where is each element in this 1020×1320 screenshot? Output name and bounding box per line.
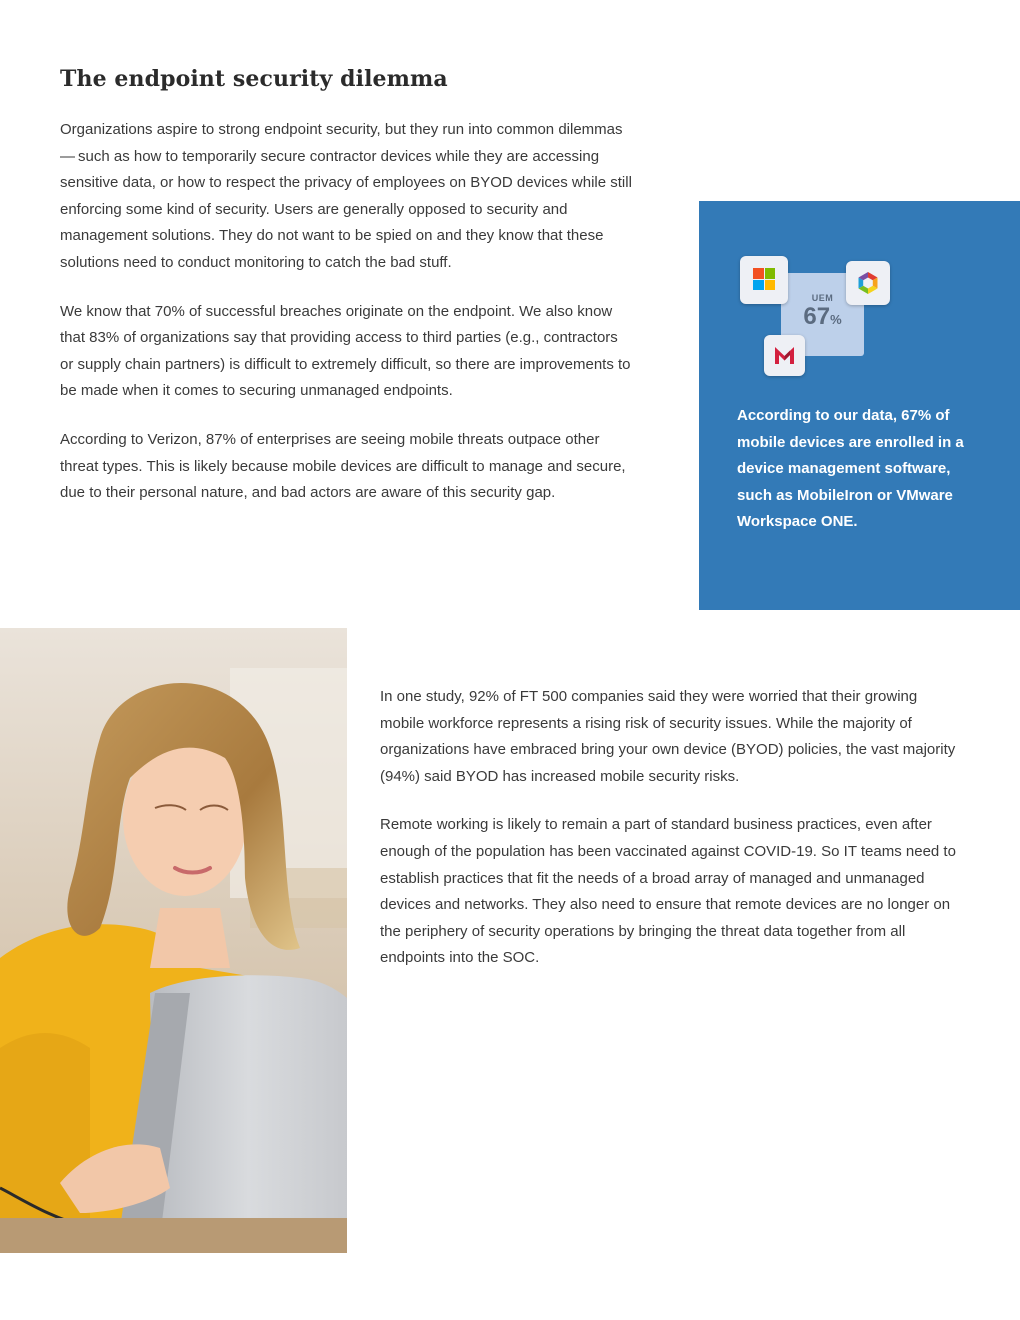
uem-label: UEM bbox=[811, 293, 834, 303]
uem-value: 67 bbox=[803, 303, 831, 330]
body-paragraph: Remote working is likely to remain a part of standard business practices, even after enough of the population has been vaccinated against COVID-19. So IT teams need to establish practices that fit the needs of a broad array of managed and unmanaged devices and networks. They also need to ensure that remote devices are no longer on the periphery of security operations by bringing the threat data together from all endpoints into the SOC. bbox=[380, 816, 956, 967]
body-paragraph: In one study, 92% of FT 500 companies said they were worried that their growing mobile workforce represents a rising risk of security issues. While the majority of organizations have embraced bring your own device (BYOD) policies, the vast majority (94%) said BYOD has increased mobile security risks. bbox=[380, 688, 956, 785]
uem-percentage bbox=[781, 303, 864, 331]
workspace-one-logo-icon bbox=[846, 261, 890, 305]
right-column bbox=[380, 684, 960, 994]
stat-callout-text: According to our data, 67% of mobile devices are enrolled in a device management software, such as MobileIron or VMware Workspace ONE. bbox=[737, 407, 964, 531]
page-title: The endpoint security dilemma bbox=[60, 66, 448, 92]
left-column bbox=[60, 117, 635, 529]
mobileiron-logo-icon bbox=[764, 335, 805, 376]
woman-using-laptop-photo bbox=[0, 628, 347, 1253]
body-paragraph: According to Verizon, 87% of enterprises are seeing mobile threats outpace other threat types. This is likely because mobile devices are difficult to manage and secure, due to their personal nature, and bad actors are aware of this security gap. bbox=[60, 430, 626, 502]
body-paragraph: Organizations aspire to strong endpoint security, but they run into common dilemmas — such as how to temporarily secure contractor devices while they are accessing sensitive data, or how to respect the privacy of employees on BYOD devices while still enforcing some kind of security. Users are generally opposed to security and management solutions. They do not want to be spied on and they know that these solutions need to conduct monitoring to catch the bad stuff. bbox=[60, 121, 632, 271]
uem-unit: % bbox=[830, 312, 842, 327]
stat-callout-box bbox=[699, 201, 1020, 610]
microsoft-logo-icon bbox=[740, 256, 788, 304]
body-paragraph: We know that 70% of successful breaches originate on the endpoint. We also know that 83% of organizations say that providing access to third parties (e.g., contractors or supply chain partners) is difficult to extremely difficult, so there are improvements to be made when it comes to securing unmanaged endpoints. bbox=[60, 302, 631, 400]
